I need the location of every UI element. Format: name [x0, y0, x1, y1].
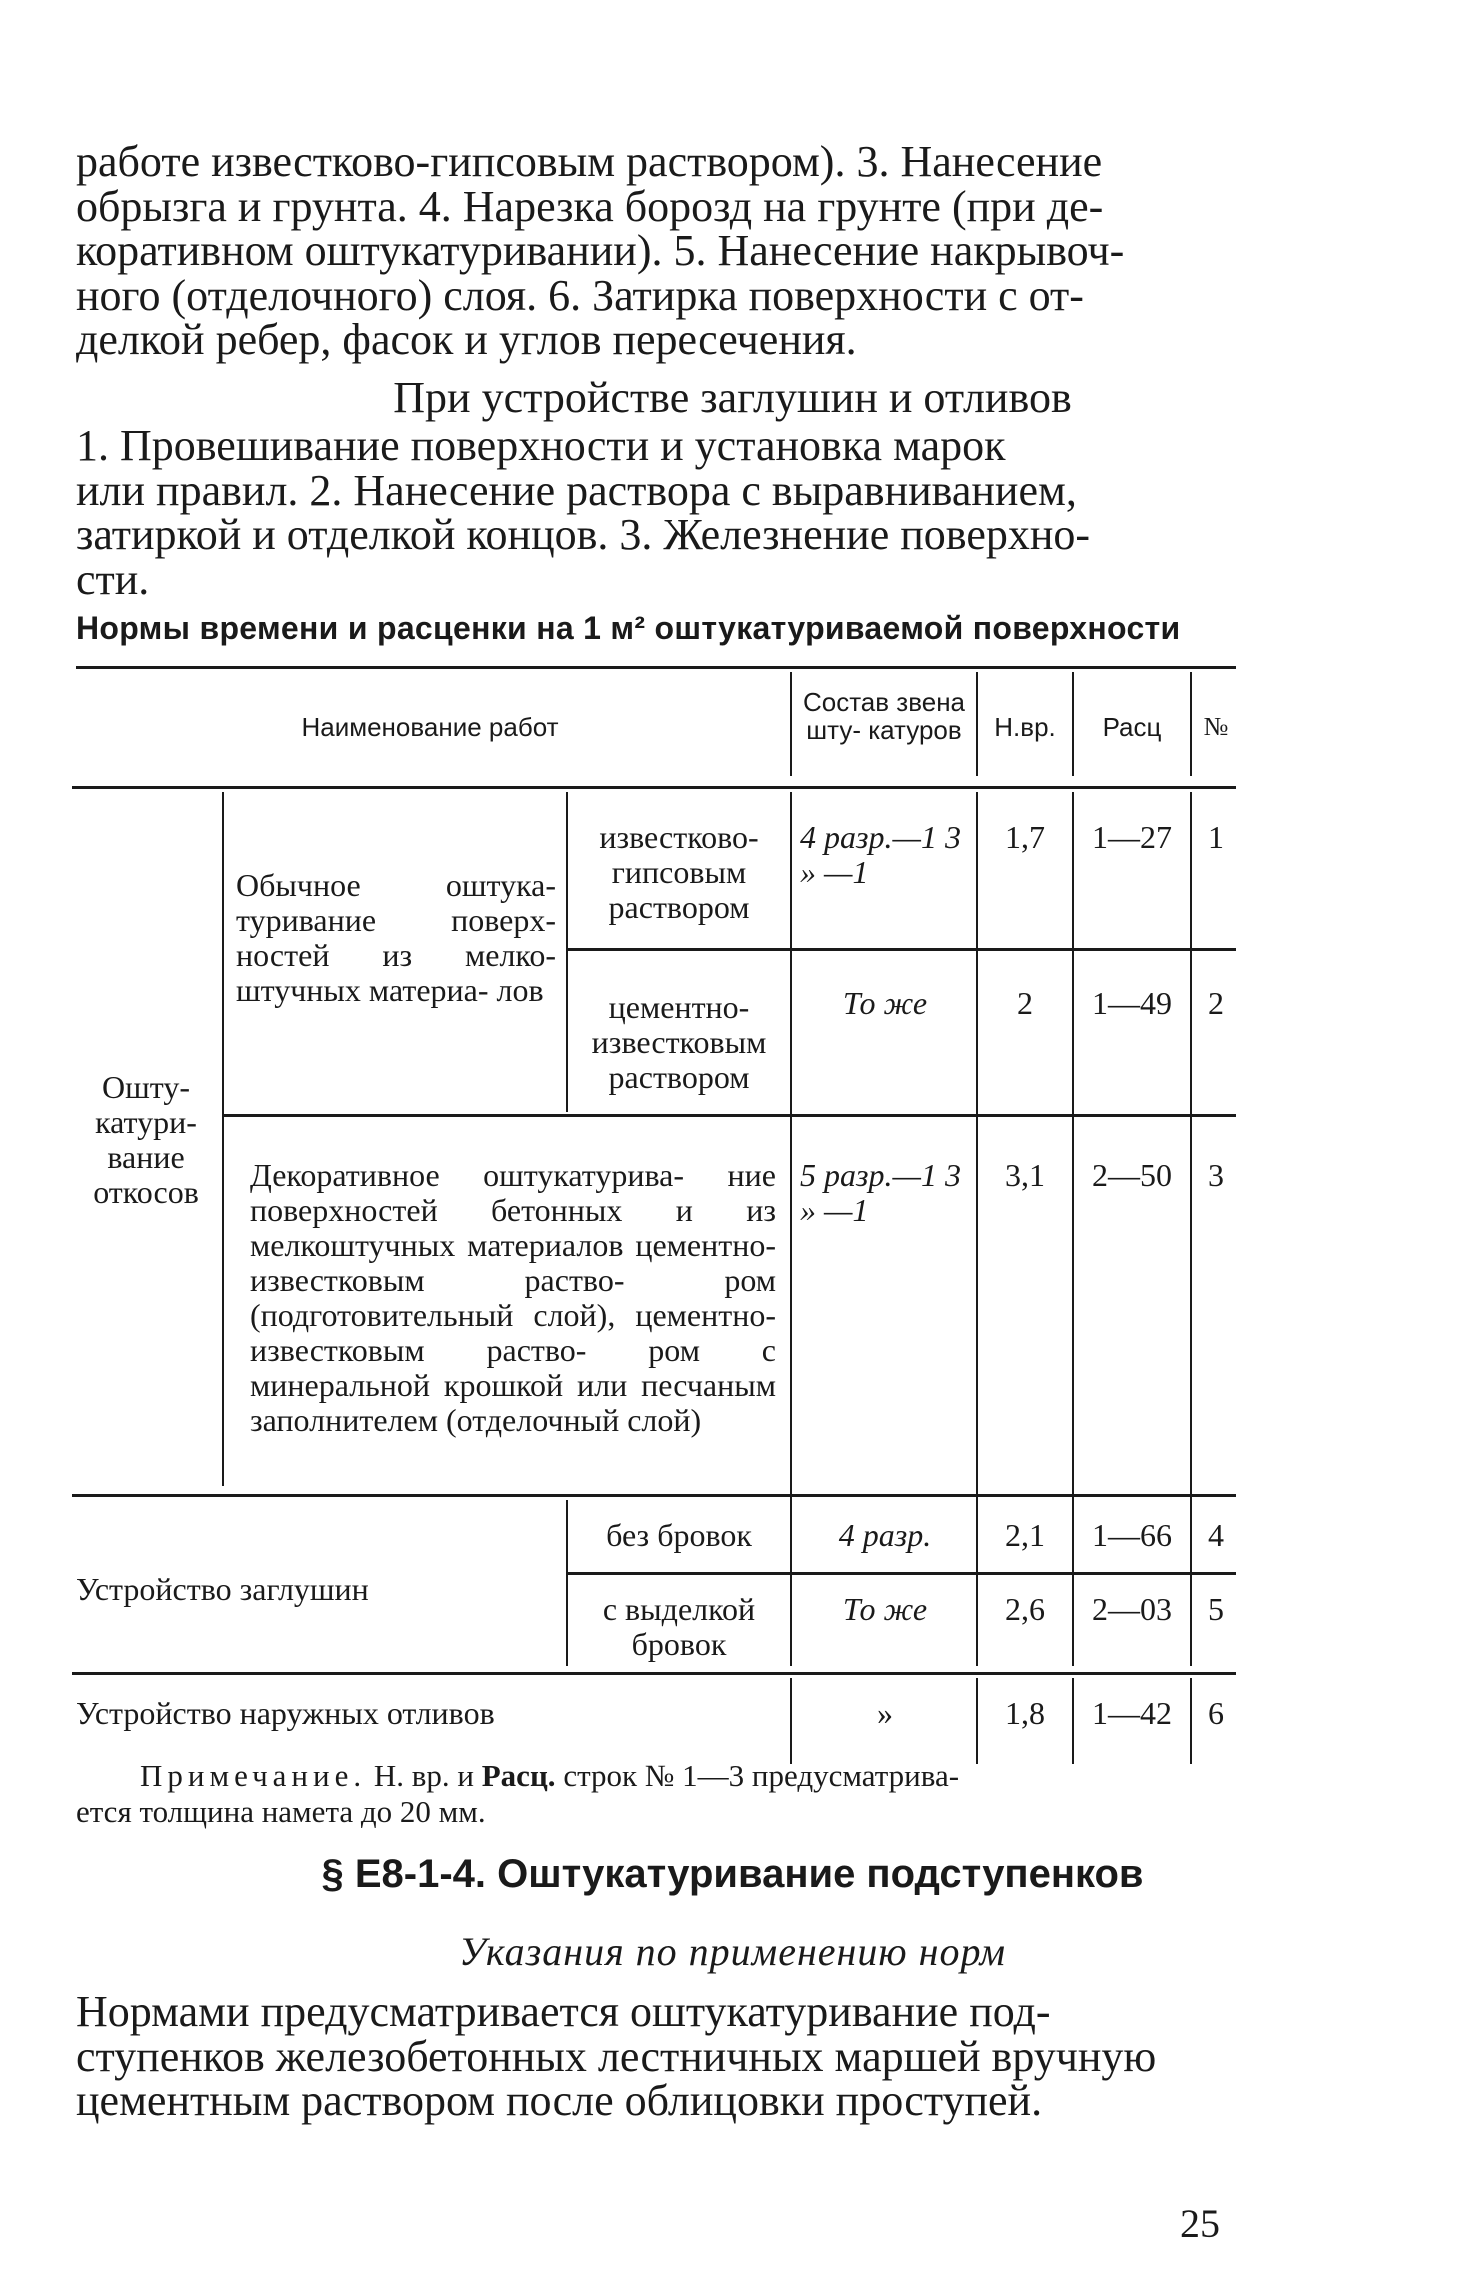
table-title: Нормы времени и расценки на 1 м² оштукатуриваемой поверхности	[76, 610, 1181, 646]
section-title: § Е8-1-4. Оштукатуривание подступенков	[321, 1852, 1144, 1896]
final-paragraph	[76, 1987, 1236, 2126]
table-note	[76, 1758, 1240, 1830]
table-col-rule	[790, 672, 792, 776]
table-rule	[72, 1494, 1236, 1497]
table-col-rule	[566, 792, 568, 1112]
table-col-rule	[1072, 792, 1074, 1666]
intro-paragraph	[76, 137, 1236, 365]
table-col-rule	[1072, 672, 1074, 776]
row-sub: известково- гипсовым раствором	[599, 819, 759, 925]
row-rate: 2—03	[1092, 1591, 1172, 1627]
text-line: ного (отделочного) слоя. 6. Затирка поверхности с от-	[76, 270, 1084, 320]
row-time: 2,1	[1005, 1517, 1045, 1553]
note-label: Примечание.	[140, 1758, 367, 1793]
row-number: 6	[1208, 1695, 1224, 1731]
row-number: 3	[1208, 1157, 1224, 1193]
note-bold: Расц.	[481, 1758, 556, 1793]
table-rule	[222, 1114, 1236, 1117]
table-col-rule	[1190, 792, 1192, 1666]
page-number: 25	[1180, 2201, 1220, 2246]
table-rule	[72, 1672, 1236, 1675]
note-text: строк № 1—3 предусматрива-	[563, 1758, 960, 1793]
row-rate: 1—66	[1092, 1517, 1172, 1553]
row-number: 4	[1208, 1517, 1224, 1553]
table-rule	[72, 786, 1236, 789]
text-line: цементным раствором после облицовки проступей.	[76, 2076, 1043, 2126]
row-number: 5	[1208, 1591, 1224, 1627]
table-rule	[566, 948, 1236, 951]
italic-heading: Указания по применению норм	[459, 1929, 1006, 1974]
text-line: или правил. 2. Нанесение раствора с выравниванием,	[76, 465, 1077, 515]
header-time: Н.вр.	[994, 712, 1056, 742]
header-name: Наименование работ	[301, 712, 559, 742]
row-sub: Декоративное оштукатурива- ние поверхностей бетонных и из мелкоштучных материалов цементно-известковым раство- ром (подготовительный слой), цементно-известковым раство- ром с минеральной крошкой или песчаным заполнителем (отделочный слой)	[250, 1157, 776, 1438]
row-rate: 2—50	[1092, 1157, 1172, 1193]
table-col-rule	[976, 1678, 978, 1764]
subheading: При устройстве заглушин и отливов	[393, 373, 1072, 422]
table-col-rule	[790, 792, 792, 1666]
row-crew: То же	[842, 1591, 928, 1627]
table-col-rule	[222, 792, 224, 1486]
header-rate: Расц	[1102, 712, 1162, 742]
row-time: 1,8	[1005, 1695, 1045, 1731]
text-line: сти.	[76, 554, 150, 604]
row-time: 1,7	[1005, 819, 1045, 855]
text-line: обрызга и грунта. 4. Нарезка борозд на грунте (при де-	[76, 181, 1104, 231]
note-line-2: ется толщина намета до 20 мм.	[76, 1794, 486, 1829]
note-text: Н. вр. и	[373, 1758, 474, 1793]
table-col-rule	[976, 792, 978, 1666]
row-sub: Устройство наружных отливов	[76, 1695, 495, 1731]
table-col-rule	[1072, 1678, 1074, 1764]
text-line: Нормами предусматривается оштукатуривание под-	[76, 1987, 1051, 2036]
table-col-rule	[1190, 672, 1192, 776]
table-col-rule	[976, 672, 978, 776]
row-sub: без бровок	[606, 1517, 752, 1553]
row-crew: 5 разр.—1 3 » —1	[800, 1157, 961, 1228]
table-col-rule	[566, 1500, 568, 1666]
table-rule	[76, 666, 1236, 669]
row-time: 2,6	[1005, 1591, 1045, 1627]
row-crew: 4 разр.—1 3 » —1	[800, 819, 961, 890]
group-label: Ошту- катури- вание откосов	[93, 1069, 199, 1210]
ordinary-label: Обычное оштука- туривание поверх- ностей из мелко- штучных материа- лов	[236, 867, 556, 1008]
row-sub: с выделкой бровок	[602, 1591, 756, 1662]
row-time: 2	[1017, 985, 1033, 1021]
text-line: затиркой и отделкой концов. 3. Железнение поверхно-	[76, 510, 1091, 560]
row-sub: цементно- известковым раствором	[591, 989, 767, 1095]
text-line: ступенков железобетонных лестничных маршей вручную	[76, 2031, 1157, 2081]
text-line: работе известково-гипсовым раствором). 3. Нанесение	[76, 137, 1103, 186]
row-crew: То же	[842, 985, 928, 1021]
row-rate: 1—49	[1092, 985, 1172, 1021]
row-rate: 1—42	[1092, 1695, 1172, 1731]
text-line: делкой ребер, фасок и углов пересечения.	[76, 315, 857, 365]
text-line: 1. Провешивание поверхности и установка марок	[76, 421, 1006, 470]
text-line: коративном оштукатуривании). 5. Нанесение накрывоч-	[76, 226, 1125, 276]
header-number: №	[1203, 712, 1229, 741]
row-crew: »	[877, 1695, 893, 1731]
table-col-rule	[1190, 1678, 1192, 1764]
row-number: 2	[1208, 985, 1224, 1021]
list-paragraph	[76, 421, 1236, 604]
row-time: 3,1	[1005, 1157, 1045, 1193]
row-crew: 4 разр.	[838, 1517, 932, 1553]
table-rule	[566, 1572, 1236, 1575]
row-rate: 1—27	[1092, 819, 1172, 855]
plug-label: Устройство заглушин	[76, 1571, 369, 1607]
table-col-rule	[790, 1678, 792, 1764]
row-number: 1	[1208, 819, 1224, 855]
header-crew: Состав звена шту- катуров	[802, 687, 966, 745]
